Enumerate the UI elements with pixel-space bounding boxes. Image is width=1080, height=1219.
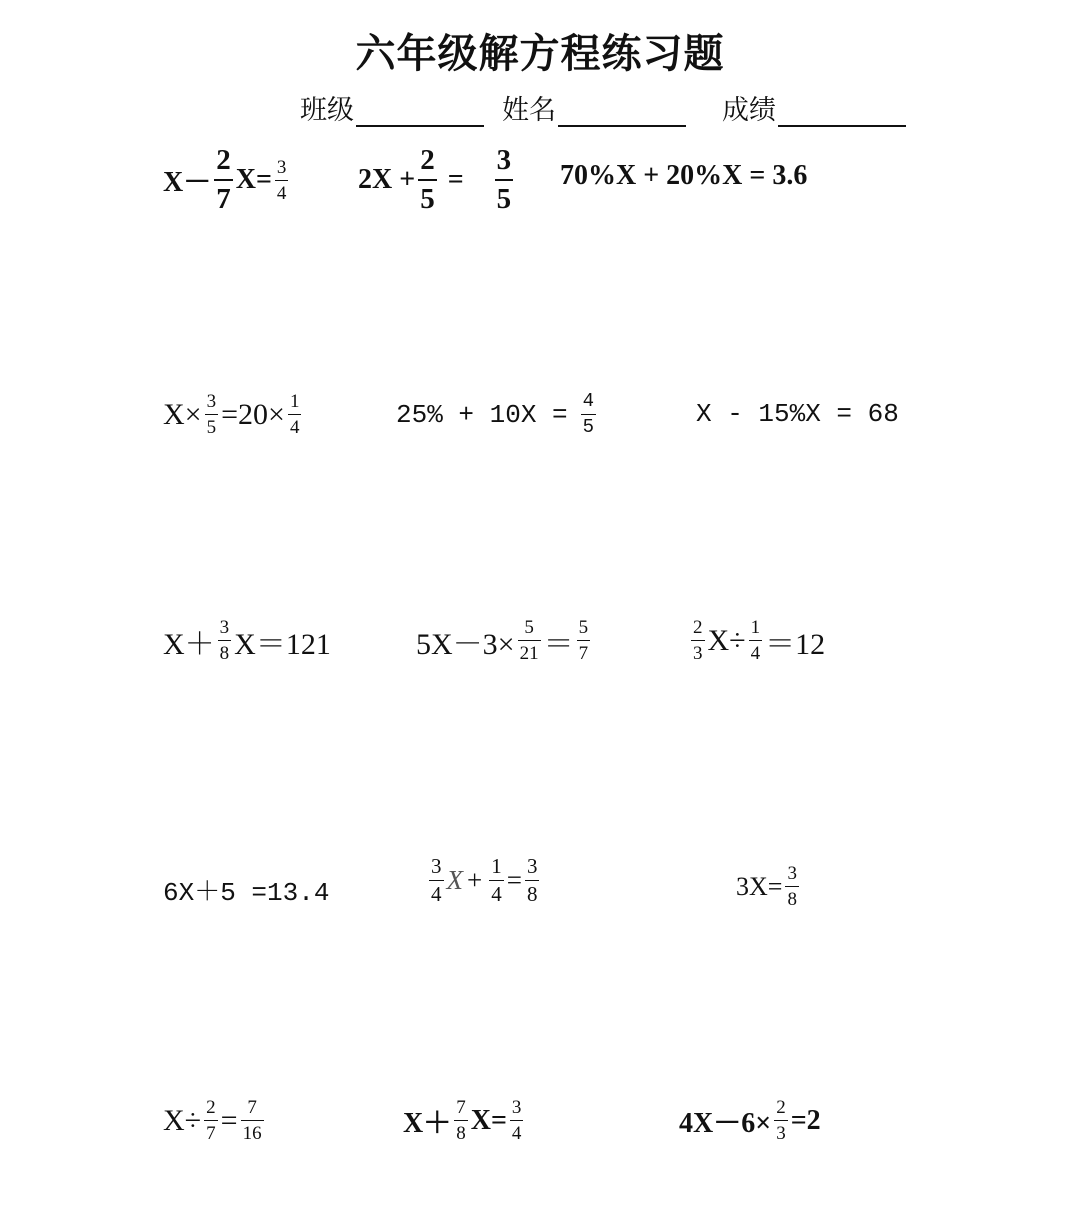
fraction (510, 1098, 524, 1143)
eq-variable: X (446, 865, 463, 895)
numerator: 2 (776, 1097, 786, 1118)
score-field (722, 88, 906, 127)
fraction (749, 618, 763, 663)
eq-text: X－ (163, 167, 212, 198)
equation-r4-c1 (163, 871, 329, 908)
class-label: 班级 (300, 95, 354, 126)
fraction (774, 1098, 788, 1143)
equation-r2-c1 (163, 392, 304, 437)
fraction (454, 1098, 468, 1143)
fraction (204, 1098, 218, 1143)
denominator: 5 (206, 417, 217, 438)
denominator: 8 (787, 889, 797, 910)
denominator: 21 (519, 643, 539, 664)
equation-r4-c2 (426, 856, 542, 905)
eq-text: = (220, 1103, 238, 1137)
numerator: 3 (219, 617, 230, 638)
fraction-bar (785, 886, 799, 887)
denominator: 4 (750, 643, 761, 664)
numerator: 4 (582, 390, 595, 412)
fraction-bar (204, 1120, 218, 1121)
fraction-bar (205, 414, 219, 415)
denominator: 4 (431, 882, 442, 906)
numerator: 1 (750, 617, 761, 638)
denominator: 16 (242, 1123, 262, 1144)
fraction-bar (241, 1120, 264, 1121)
fraction-bar (510, 1120, 524, 1121)
equation-r1-c2 (358, 146, 516, 214)
denominator: 8 (456, 1123, 466, 1144)
fraction-bar (577, 640, 591, 641)
numerator: 3 (526, 854, 538, 878)
class-field (300, 88, 484, 127)
fraction-bar (495, 179, 514, 181)
numerator: 1 (491, 854, 502, 878)
fraction (275, 158, 289, 203)
fraction (241, 1098, 264, 1143)
numerator: 2 (216, 144, 231, 176)
numerator: 3 (431, 854, 442, 878)
eq-text: 2X + (358, 164, 416, 195)
eq-text: ＝ (543, 627, 574, 661)
fraction (785, 864, 799, 909)
numerator: 3 (787, 863, 797, 884)
fraction-bar (489, 880, 504, 881)
eq-text: 3X= (736, 871, 783, 901)
class-blank[interactable] (356, 95, 484, 127)
numerator: 7 (247, 1097, 257, 1118)
denominator: 4 (289, 417, 300, 438)
worksheet-title: 六年级解方程练习题 (355, 31, 725, 77)
fraction-bar (749, 640, 763, 641)
fraction-bar (774, 1120, 788, 1121)
denominator: 4 (511, 1123, 522, 1144)
fraction (288, 392, 302, 437)
numerator: 1 (289, 391, 300, 412)
numerator: 2 (206, 1097, 216, 1118)
eq-text: =20× (221, 397, 285, 431)
eq-text: X - 15%X = 68 (696, 399, 899, 429)
eq-text: X÷ (707, 623, 746, 657)
fraction (489, 856, 504, 905)
eq-text: 25% + 10X = (396, 399, 568, 430)
equation-r1-c1 (163, 146, 291, 214)
eq-text: X= (470, 1104, 507, 1136)
numerator: 3 (496, 144, 512, 176)
fraction-bar (418, 179, 437, 181)
equation-r3-c3 (688, 618, 825, 663)
fraction-bar (691, 640, 705, 641)
fraction (418, 146, 437, 214)
fraction-bar (518, 640, 541, 641)
eq-text: X= (235, 164, 272, 195)
fraction-bar (288, 414, 302, 415)
fraction (691, 618, 705, 663)
eq-text: X÷ (163, 1103, 202, 1137)
eq-text: 70%X + 20%X = 3.6 (560, 160, 808, 191)
equation-r2-c3 (696, 399, 899, 429)
fraction-bar (525, 880, 540, 881)
denominator: 8 (526, 882, 538, 906)
equation-r4-c3 (736, 864, 802, 909)
fraction-bar (275, 180, 289, 181)
eq-text: = (506, 865, 522, 895)
fraction-bar (429, 880, 444, 881)
eq-text: + (467, 865, 483, 895)
denominator: 7 (216, 183, 231, 215)
numerator: 3 (511, 1097, 522, 1118)
denominator: 4 (276, 182, 287, 204)
numerator: 5 (524, 617, 534, 638)
fraction (577, 618, 591, 663)
name-label: 姓名 (502, 95, 556, 126)
fraction-bar (454, 1120, 468, 1121)
equation-r3-c1 (163, 618, 331, 663)
eq-text: 4X－6× (679, 1107, 772, 1139)
denominator: 5 (420, 183, 435, 215)
score-blank[interactable] (778, 95, 906, 127)
eq-text: =2 (790, 1104, 821, 1136)
denominator: 7 (578, 643, 589, 664)
eq-text: = (447, 164, 464, 195)
equation-r5-c2 (403, 1098, 526, 1143)
fraction (218, 618, 232, 663)
denominator: 3 (693, 643, 703, 664)
numerator: 7 (456, 1097, 466, 1118)
eq-text: 6X＋5 =13.4 (163, 878, 330, 908)
fraction-bar (581, 414, 596, 415)
equation-r2-c2 (396, 392, 599, 437)
equation-r5-c3 (679, 1098, 821, 1143)
eq-text: X＝121 (234, 627, 331, 661)
fraction (205, 392, 219, 437)
numerator: 2 (420, 144, 435, 176)
denominator: 7 (206, 1123, 216, 1144)
eq-text: ＝12 (765, 627, 826, 661)
eq-text: X＋ (403, 1107, 452, 1139)
fraction (495, 146, 514, 214)
score-label: 成绩 (722, 95, 776, 126)
fraction (525, 856, 540, 905)
eq-text: X× (163, 397, 202, 431)
fraction-bar (214, 179, 233, 181)
equation-r3-c2 (416, 618, 593, 663)
numerator: 3 (276, 156, 287, 178)
denominator: 8 (219, 643, 230, 664)
eq-text: 5X－3× (416, 627, 515, 661)
name-field (502, 88, 686, 127)
denominator: 5 (582, 416, 595, 438)
numerator: 2 (693, 617, 703, 638)
fraction (581, 392, 596, 437)
name-blank[interactable] (558, 95, 686, 127)
numerator: 5 (578, 617, 589, 638)
equation-r5-c1 (163, 1098, 267, 1143)
denominator: 3 (776, 1123, 786, 1144)
denominator: 4 (491, 882, 502, 906)
fraction (518, 618, 541, 663)
denominator: 5 (496, 183, 512, 215)
numerator: 3 (206, 391, 217, 412)
fraction (214, 146, 233, 214)
eq-text: X＋ (163, 627, 215, 661)
fraction-bar (218, 640, 232, 641)
equation-r1-c3 (560, 160, 807, 192)
fraction (429, 856, 444, 905)
